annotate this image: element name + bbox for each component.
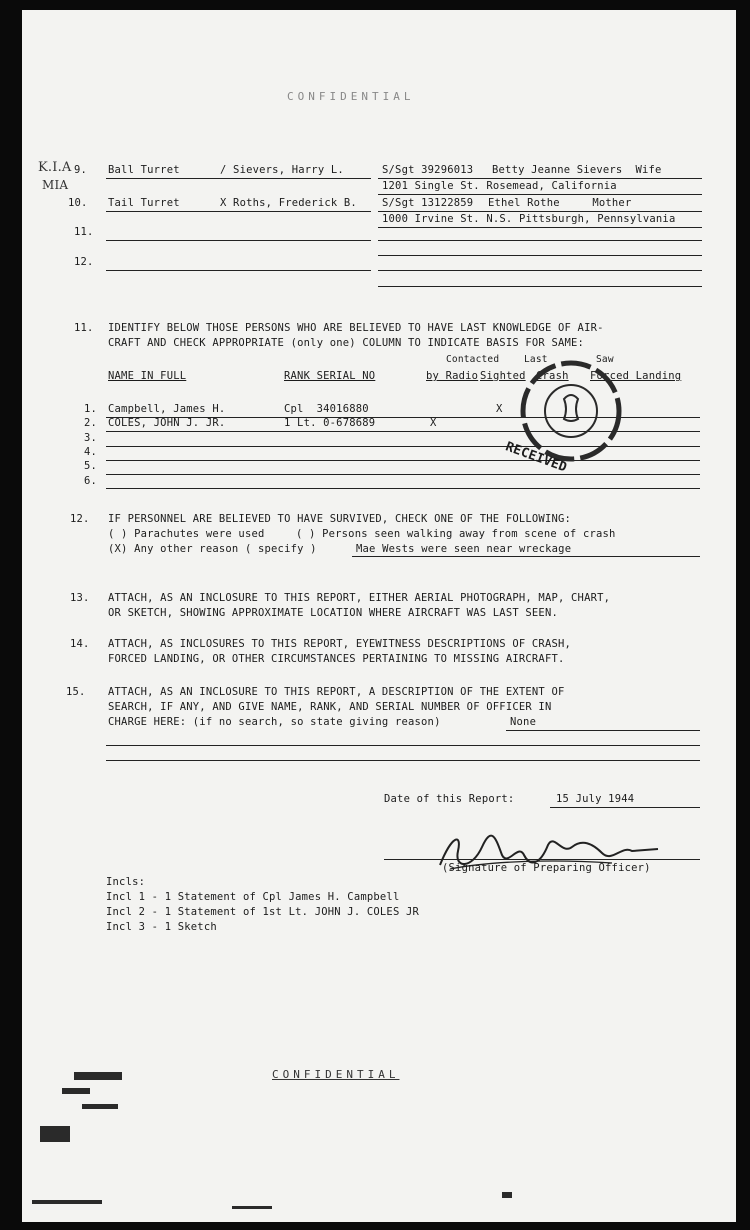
q11-col-rank: RANK SERIAL NO bbox=[284, 370, 376, 382]
margin-note-kia: K.I.A bbox=[38, 160, 72, 175]
signature-label: (Signature of Preparing Officer) bbox=[442, 862, 651, 874]
q13-num: 13. bbox=[70, 592, 90, 604]
crew-row-num: 11. bbox=[74, 226, 94, 238]
q11-row-mark: X bbox=[430, 417, 437, 429]
crew-position: Ball Turret bbox=[108, 164, 180, 176]
q12-opt1: ( ) Parachutes were used bbox=[108, 528, 265, 540]
crew-row-num: 9. bbox=[74, 164, 88, 176]
q12-opt2: ( ) Persons seen walking away from scene of crash bbox=[296, 528, 616, 540]
q11-row-name: COLES, JOHN J. JR. bbox=[108, 417, 226, 429]
crew-row-num: 10. bbox=[68, 197, 88, 209]
q11-num: 11. bbox=[74, 322, 94, 334]
crew-rank-serial: S/Sgt 39296013 bbox=[382, 164, 474, 176]
q11-col-crash: Crash bbox=[536, 370, 569, 382]
q15-line3: CHARGE HERE: (if no search, so state giving reason) bbox=[108, 716, 441, 728]
incl-item: Incl 3 - 1 Sketch bbox=[106, 921, 217, 933]
report-date-label: Date of this Report: bbox=[384, 793, 515, 805]
q12-line1: IF PERSONNEL ARE BELIEVED TO HAVE SURVIVED, CHECK ONE OF THE FOLLOWING: bbox=[108, 513, 572, 525]
q11-row-name: Campbell, James H. bbox=[108, 403, 226, 415]
q15-answer: None bbox=[510, 716, 537, 728]
incl-item: Incl 1 - 1 Statement of Cpl James H. Campbell bbox=[106, 891, 400, 903]
crew-name: / Sievers, Harry L. bbox=[220, 164, 344, 176]
q11-row-num: 2. bbox=[84, 417, 98, 429]
crew-position: Tail Turret bbox=[108, 197, 180, 209]
q12-reason: Mae Wests were seen near wreckage bbox=[356, 543, 572, 555]
q11-row-rank: Cpl 34016880 bbox=[284, 403, 369, 415]
crew-next-of-kin: Ethel Rothe Mother bbox=[488, 197, 632, 209]
q15-num: 15. bbox=[66, 686, 86, 698]
q15-line2: SEARCH, IF ANY, AND GIVE NAME, RANK, AND SERIAL NUMBER OF OFFICER IN bbox=[108, 701, 552, 713]
incl-item: Incl 2 - 1 Statement of 1st Lt. JOHN J. COLES JR bbox=[106, 906, 420, 918]
report-page bbox=[22, 10, 736, 1222]
q12-opt3: (X) Any other reason ( specify ) bbox=[108, 543, 317, 555]
header-classification: CONFIDENTIAL bbox=[287, 90, 415, 103]
q12-num: 12. bbox=[70, 513, 90, 525]
crew-rank-serial: S/Sgt 13122859 bbox=[382, 197, 474, 209]
margin-note-mia: MIA bbox=[42, 178, 69, 192]
report-date-value: 15 July 1944 bbox=[556, 793, 635, 805]
q11-line1: IDENTIFY BELOW THOSE PERSONS WHO ARE BELIEVED TO HAVE LAST KNOWLEDGE OF AIR- bbox=[108, 322, 604, 334]
crew-row-num: 12. bbox=[74, 256, 94, 268]
q14-num: 14. bbox=[70, 638, 90, 650]
q11-line2: CRAFT AND CHECK APPROPRIATE (only one) COLUMN TO INDICATE BASIS FOR SAME: bbox=[108, 337, 585, 349]
q11-row-num: 4. bbox=[84, 446, 98, 458]
q11-row-num: 5. bbox=[84, 460, 98, 472]
crew-address: 1000 Irvine St. N.S. Pittsburgh, Pennsylvania bbox=[382, 213, 676, 225]
q11-col-name: NAME IN FULL bbox=[108, 370, 187, 382]
q11-col-contacted: Contacted bbox=[446, 354, 500, 365]
q13-line1: ATTACH, AS AN INCLOSURE TO THIS REPORT, EITHER AERIAL PHOTOGRAPH, MAP, CHART, bbox=[108, 592, 611, 604]
q11-col-forced: Forced Landing bbox=[590, 370, 682, 382]
stamp-text: RECEIVED bbox=[503, 439, 569, 476]
q14-line2: FORCED LANDING, OR OTHER CIRCUMSTANCES PERTAINING TO MISSING AIRCRAFT. bbox=[108, 653, 565, 665]
q11-row-rank: 1 Lt. 0-678689 bbox=[284, 417, 376, 429]
q11-col-radio: by Radio bbox=[426, 370, 479, 382]
q11-col-saw: Saw bbox=[596, 354, 614, 365]
q11-row-num: 6. bbox=[84, 475, 98, 487]
q11-row-num: 1. bbox=[84, 403, 98, 415]
crew-name: X Roths, Frederick B. bbox=[220, 197, 357, 209]
q14-line1: ATTACH, AS INCLOSURES TO THIS REPORT, EYEWITNESS DESCRIPTIONS OF CRASH, bbox=[108, 638, 572, 650]
q11-col-last: Last bbox=[524, 354, 548, 365]
q15-line1: ATTACH, AS AN INCLOSURE TO THIS REPORT, A DESCRIPTION OF THE EXTENT OF bbox=[108, 686, 565, 698]
q11-row-mark: X bbox=[496, 403, 503, 415]
footer-classification: CONFIDENTIAL bbox=[272, 1068, 400, 1081]
incls-heading: Incls: bbox=[106, 876, 146, 888]
crew-next-of-kin: Betty Jeanne Sievers Wife bbox=[492, 164, 662, 176]
q11-row-num: 3. bbox=[84, 432, 98, 444]
crew-address: 1201 Single St. Rosemead, California bbox=[382, 180, 617, 192]
q13-line2: OR SKETCH, SHOWING APPROXIMATE LOCATION WHERE AIRCRAFT WAS LAST SEEN. bbox=[108, 607, 558, 619]
q11-col-sighted: Sighted bbox=[480, 370, 526, 382]
